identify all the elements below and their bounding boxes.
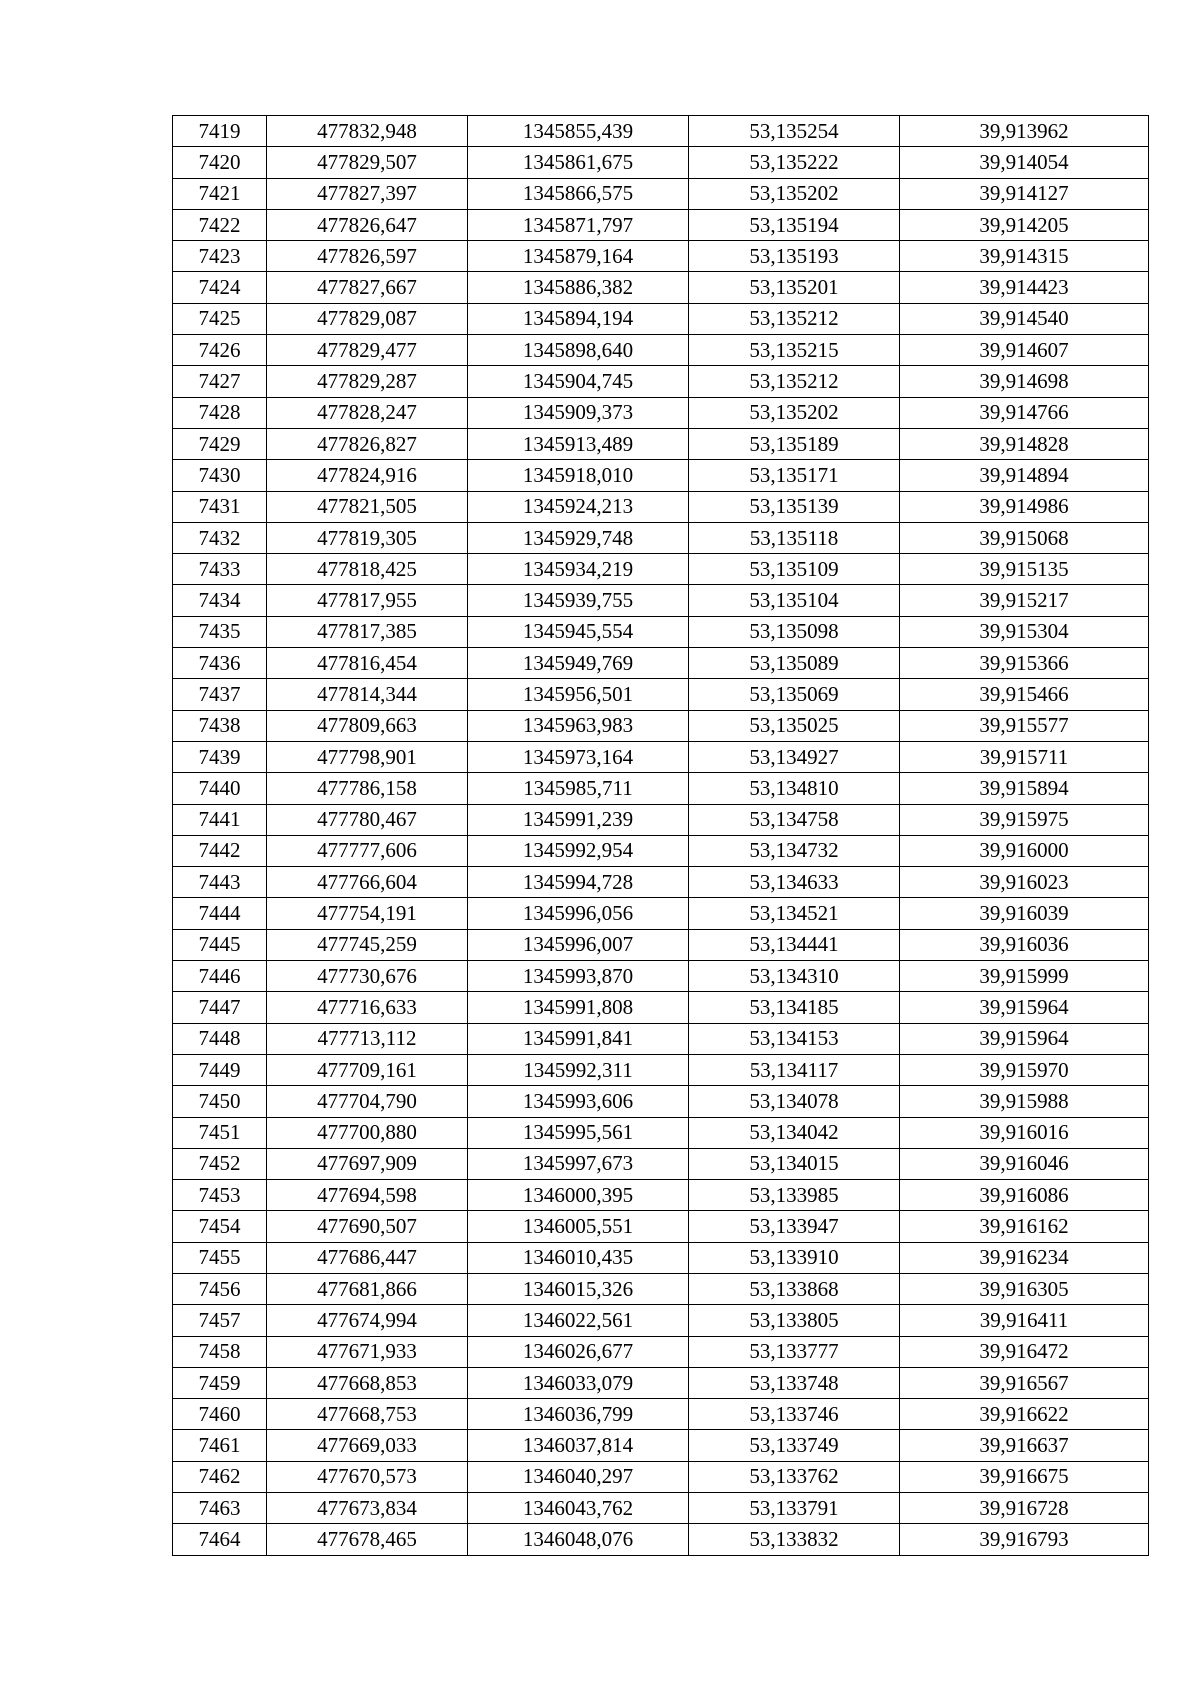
longitude-cell: 39,914540: [900, 303, 1149, 334]
y-coordinate-cell: 1346043,762: [468, 1493, 689, 1524]
x-coordinate-cell: 477766,604: [267, 867, 468, 898]
longitude-cell: 39,914828: [900, 428, 1149, 459]
longitude-cell: 39,915999: [900, 961, 1149, 992]
longitude-cell: 39,914423: [900, 272, 1149, 303]
latitude-cell: 53,135194: [689, 209, 900, 240]
table-row: [173, 460, 1149, 491]
y-coordinate-cell: 1345894,194: [468, 303, 689, 334]
x-coordinate-cell: 477817,385: [267, 616, 468, 647]
point-number-cell: 7449: [173, 1054, 267, 1085]
point-number-cell: 7459: [173, 1367, 267, 1398]
longitude-cell: 39,914607: [900, 335, 1149, 366]
longitude-cell: 39,914054: [900, 147, 1149, 178]
longitude-cell: 39,916472: [900, 1336, 1149, 1367]
x-coordinate-cell: 477745,259: [267, 929, 468, 960]
y-coordinate-cell: 1345985,711: [468, 773, 689, 804]
table-row: [173, 1336, 1149, 1367]
table-row: [173, 1461, 1149, 1492]
x-coordinate-cell: 477697,909: [267, 1148, 468, 1179]
table-row: [173, 1117, 1149, 1148]
longitude-cell: 39,915366: [900, 648, 1149, 679]
x-coordinate-cell: 477816,454: [267, 648, 468, 679]
x-coordinate-cell: 477829,477: [267, 335, 468, 366]
x-coordinate-cell: 477700,880: [267, 1117, 468, 1148]
x-coordinate-cell: 477686,447: [267, 1242, 468, 1273]
x-coordinate-cell: 477809,663: [267, 710, 468, 741]
latitude-cell: 53,135202: [689, 178, 900, 209]
latitude-cell: 53,134117: [689, 1054, 900, 1085]
x-coordinate-cell: 477730,676: [267, 961, 468, 992]
latitude-cell: 53,133746: [689, 1399, 900, 1430]
x-coordinate-cell: 477826,647: [267, 209, 468, 240]
latitude-cell: 53,133985: [689, 1180, 900, 1211]
point-number-cell: 7441: [173, 804, 267, 835]
point-number-cell: 7424: [173, 272, 267, 303]
y-coordinate-cell: 1345992,954: [468, 835, 689, 866]
y-coordinate-cell: 1345913,489: [468, 428, 689, 459]
point-number-cell: 7426: [173, 335, 267, 366]
x-coordinate-cell: 477673,834: [267, 1493, 468, 1524]
longitude-cell: 39,916728: [900, 1493, 1149, 1524]
latitude-cell: 53,134927: [689, 741, 900, 772]
x-coordinate-cell: 477780,467: [267, 804, 468, 835]
point-number-cell: 7439: [173, 741, 267, 772]
table-row: [173, 1211, 1149, 1242]
table-row: [173, 1367, 1149, 1398]
latitude-cell: 53,135109: [689, 554, 900, 585]
y-coordinate-cell: 1345996,007: [468, 929, 689, 960]
longitude-cell: 39,914766: [900, 397, 1149, 428]
table-row: [173, 773, 1149, 804]
point-number-cell: 7463: [173, 1493, 267, 1524]
table-row: [173, 1399, 1149, 1430]
table-row: [173, 209, 1149, 240]
x-coordinate-cell: 477668,753: [267, 1399, 468, 1430]
longitude-cell: 39,916411: [900, 1305, 1149, 1336]
y-coordinate-cell: 1345996,056: [468, 898, 689, 929]
point-number-cell: 7430: [173, 460, 267, 491]
longitude-cell: 39,914127: [900, 178, 1149, 209]
x-coordinate-cell: 477821,505: [267, 491, 468, 522]
latitude-cell: 53,135098: [689, 616, 900, 647]
table-row: [173, 178, 1149, 209]
point-number-cell: 7429: [173, 428, 267, 459]
latitude-cell: 53,135212: [689, 366, 900, 397]
latitude-cell: 53,134441: [689, 929, 900, 960]
latitude-cell: 53,134015: [689, 1148, 900, 1179]
x-coordinate-cell: 477814,344: [267, 679, 468, 710]
longitude-cell: 39,916793: [900, 1524, 1149, 1555]
point-number-cell: 7434: [173, 585, 267, 616]
x-coordinate-cell: 477829,287: [267, 366, 468, 397]
latitude-cell: 53,133832: [689, 1524, 900, 1555]
x-coordinate-cell: 477777,606: [267, 835, 468, 866]
point-number-cell: 7433: [173, 554, 267, 585]
table-row: [173, 898, 1149, 929]
x-coordinate-cell: 477826,827: [267, 428, 468, 459]
point-number-cell: 7437: [173, 679, 267, 710]
y-coordinate-cell: 1346037,814: [468, 1430, 689, 1461]
latitude-cell: 53,135212: [689, 303, 900, 334]
table-row: [173, 648, 1149, 679]
y-coordinate-cell: 1345991,841: [468, 1023, 689, 1054]
longitude-cell: 39,914986: [900, 491, 1149, 522]
table-row: [173, 1148, 1149, 1179]
point-number-cell: 7451: [173, 1117, 267, 1148]
y-coordinate-cell: 1345866,575: [468, 178, 689, 209]
y-coordinate-cell: 1345855,439: [468, 116, 689, 147]
point-number-cell: 7427: [173, 366, 267, 397]
latitude-cell: 53,135254: [689, 116, 900, 147]
table-row: [173, 335, 1149, 366]
longitude-cell: 39,915577: [900, 710, 1149, 741]
latitude-cell: 53,135069: [689, 679, 900, 710]
y-coordinate-cell: 1345956,501: [468, 679, 689, 710]
point-number-cell: 7440: [173, 773, 267, 804]
point-number-cell: 7435: [173, 616, 267, 647]
latitude-cell: 53,135089: [689, 648, 900, 679]
longitude-cell: 39,916039: [900, 898, 1149, 929]
y-coordinate-cell: 1345918,010: [468, 460, 689, 491]
longitude-cell: 39,915894: [900, 773, 1149, 804]
longitude-cell: 39,916162: [900, 1211, 1149, 1242]
x-coordinate-cell: 477798,901: [267, 741, 468, 772]
point-number-cell: 7454: [173, 1211, 267, 1242]
longitude-cell: 39,916234: [900, 1242, 1149, 1273]
point-number-cell: 7457: [173, 1305, 267, 1336]
longitude-cell: 39,915964: [900, 1023, 1149, 1054]
latitude-cell: 53,134758: [689, 804, 900, 835]
longitude-cell: 39,916046: [900, 1148, 1149, 1179]
table-row: [173, 679, 1149, 710]
table-row: [173, 491, 1149, 522]
y-coordinate-cell: 1346022,561: [468, 1305, 689, 1336]
y-coordinate-cell: 1345993,606: [468, 1086, 689, 1117]
point-number-cell: 7419: [173, 116, 267, 147]
table-row: [173, 147, 1149, 178]
latitude-cell: 53,134185: [689, 992, 900, 1023]
point-number-cell: 7447: [173, 992, 267, 1023]
x-coordinate-cell: 477713,112: [267, 1023, 468, 1054]
y-coordinate-cell: 1345949,769: [468, 648, 689, 679]
x-coordinate-cell: 477832,948: [267, 116, 468, 147]
y-coordinate-cell: 1345992,311: [468, 1054, 689, 1085]
latitude-cell: 53,134810: [689, 773, 900, 804]
x-coordinate-cell: 477694,598: [267, 1180, 468, 1211]
point-number-cell: 7443: [173, 867, 267, 898]
longitude-cell: 39,916637: [900, 1430, 1149, 1461]
y-coordinate-cell: 1345963,983: [468, 710, 689, 741]
point-number-cell: 7456: [173, 1273, 267, 1304]
point-number-cell: 7462: [173, 1461, 267, 1492]
x-coordinate-cell: 477671,933: [267, 1336, 468, 1367]
x-coordinate-cell: 477681,866: [267, 1273, 468, 1304]
table-row: [173, 366, 1149, 397]
y-coordinate-cell: 1345995,561: [468, 1117, 689, 1148]
table-row: [173, 1273, 1149, 1304]
x-coordinate-cell: 477827,667: [267, 272, 468, 303]
y-coordinate-cell: 1345991,239: [468, 804, 689, 835]
latitude-cell: 53,134078: [689, 1086, 900, 1117]
latitude-cell: 53,134633: [689, 867, 900, 898]
longitude-cell: 39,915466: [900, 679, 1149, 710]
latitude-cell: 53,134521: [689, 898, 900, 929]
point-number-cell: 7444: [173, 898, 267, 929]
table-row: [173, 1430, 1149, 1461]
table-row: [173, 241, 1149, 272]
table-row: [173, 804, 1149, 835]
table-row: [173, 741, 1149, 772]
point-number-cell: 7448: [173, 1023, 267, 1054]
y-coordinate-cell: 1345904,745: [468, 366, 689, 397]
point-number-cell: 7446: [173, 961, 267, 992]
latitude-cell: 53,133762: [689, 1461, 900, 1492]
y-coordinate-cell: 1346026,677: [468, 1336, 689, 1367]
latitude-cell: 53,133947: [689, 1211, 900, 1242]
table-row: [173, 961, 1149, 992]
y-coordinate-cell: 1345945,554: [468, 616, 689, 647]
table-row: [173, 397, 1149, 428]
longitude-cell: 39,915217: [900, 585, 1149, 616]
x-coordinate-cell: 477709,161: [267, 1054, 468, 1085]
latitude-cell: 53,133777: [689, 1336, 900, 1367]
longitude-cell: 39,915711: [900, 741, 1149, 772]
latitude-cell: 53,133749: [689, 1430, 900, 1461]
table-row: [173, 303, 1149, 334]
table-row: [173, 1054, 1149, 1085]
y-coordinate-cell: 1345886,382: [468, 272, 689, 303]
latitude-cell: 53,134042: [689, 1117, 900, 1148]
longitude-cell: 39,916622: [900, 1399, 1149, 1430]
x-coordinate-cell: 477678,465: [267, 1524, 468, 1555]
x-coordinate-cell: 477668,853: [267, 1367, 468, 1398]
table-row: [173, 867, 1149, 898]
longitude-cell: 39,916016: [900, 1117, 1149, 1148]
coordinates-table-body: [173, 116, 1149, 1556]
y-coordinate-cell: 1345973,164: [468, 741, 689, 772]
point-number-cell: 7461: [173, 1430, 267, 1461]
y-coordinate-cell: 1345909,373: [468, 397, 689, 428]
longitude-cell: 39,915988: [900, 1086, 1149, 1117]
x-coordinate-cell: 477674,994: [267, 1305, 468, 1336]
x-coordinate-cell: 477818,425: [267, 554, 468, 585]
y-coordinate-cell: 1345871,797: [468, 209, 689, 240]
y-coordinate-cell: 1345939,755: [468, 585, 689, 616]
x-coordinate-cell: 477826,597: [267, 241, 468, 272]
x-coordinate-cell: 477669,033: [267, 1430, 468, 1461]
x-coordinate-cell: 477827,397: [267, 178, 468, 209]
latitude-cell: 53,135189: [689, 428, 900, 459]
table-row: [173, 272, 1149, 303]
point-number-cell: 7458: [173, 1336, 267, 1367]
longitude-cell: 39,916023: [900, 867, 1149, 898]
longitude-cell: 39,915970: [900, 1054, 1149, 1085]
latitude-cell: 53,133868: [689, 1273, 900, 1304]
table-row: [173, 616, 1149, 647]
x-coordinate-cell: 477716,633: [267, 992, 468, 1023]
longitude-cell: 39,916000: [900, 835, 1149, 866]
latitude-cell: 53,133791: [689, 1493, 900, 1524]
latitude-cell: 53,135201: [689, 272, 900, 303]
longitude-cell: 39,915068: [900, 522, 1149, 553]
point-number-cell: 7421: [173, 178, 267, 209]
longitude-cell: 39,916567: [900, 1367, 1149, 1398]
latitude-cell: 53,135139: [689, 491, 900, 522]
point-number-cell: 7428: [173, 397, 267, 428]
x-coordinate-cell: 477786,158: [267, 773, 468, 804]
point-number-cell: 7452: [173, 1148, 267, 1179]
y-coordinate-cell: 1345898,640: [468, 335, 689, 366]
latitude-cell: 53,134310: [689, 961, 900, 992]
longitude-cell: 39,915975: [900, 804, 1149, 835]
latitude-cell: 53,135193: [689, 241, 900, 272]
table-row: [173, 1524, 1149, 1555]
longitude-cell: 39,913962: [900, 116, 1149, 147]
point-number-cell: 7442: [173, 835, 267, 866]
point-number-cell: 7425: [173, 303, 267, 334]
point-number-cell: 7445: [173, 929, 267, 960]
y-coordinate-cell: 1345929,748: [468, 522, 689, 553]
point-number-cell: 7464: [173, 1524, 267, 1555]
point-number-cell: 7453: [173, 1180, 267, 1211]
longitude-cell: 39,915964: [900, 992, 1149, 1023]
latitude-cell: 53,135118: [689, 522, 900, 553]
latitude-cell: 53,135025: [689, 710, 900, 741]
x-coordinate-cell: 477828,247: [267, 397, 468, 428]
x-coordinate-cell: 477704,790: [267, 1086, 468, 1117]
y-coordinate-cell: 1346048,076: [468, 1524, 689, 1555]
longitude-cell: 39,914698: [900, 366, 1149, 397]
coordinates-table: [172, 115, 1149, 1556]
point-number-cell: 7431: [173, 491, 267, 522]
table-row: [173, 929, 1149, 960]
y-coordinate-cell: 1346005,551: [468, 1211, 689, 1242]
y-coordinate-cell: 1345924,213: [468, 491, 689, 522]
latitude-cell: 53,135222: [689, 147, 900, 178]
longitude-cell: 39,915135: [900, 554, 1149, 585]
y-coordinate-cell: 1345991,808: [468, 992, 689, 1023]
table-row: [173, 116, 1149, 147]
x-coordinate-cell: 477817,955: [267, 585, 468, 616]
y-coordinate-cell: 1346033,079: [468, 1367, 689, 1398]
longitude-cell: 39,916305: [900, 1273, 1149, 1304]
point-number-cell: 7423: [173, 241, 267, 272]
point-number-cell: 7438: [173, 710, 267, 741]
x-coordinate-cell: 477690,507: [267, 1211, 468, 1242]
y-coordinate-cell: 1346015,326: [468, 1273, 689, 1304]
latitude-cell: 53,133805: [689, 1305, 900, 1336]
x-coordinate-cell: 477829,087: [267, 303, 468, 334]
x-coordinate-cell: 477824,916: [267, 460, 468, 491]
latitude-cell: 53,135104: [689, 585, 900, 616]
table-row: [173, 1242, 1149, 1273]
latitude-cell: 53,133910: [689, 1242, 900, 1273]
point-number-cell: 7455: [173, 1242, 267, 1273]
x-coordinate-cell: 477829,507: [267, 147, 468, 178]
table-row: [173, 585, 1149, 616]
y-coordinate-cell: 1345879,164: [468, 241, 689, 272]
latitude-cell: 53,134732: [689, 835, 900, 866]
y-coordinate-cell: 1345994,728: [468, 867, 689, 898]
point-number-cell: 7460: [173, 1399, 267, 1430]
table-row: [173, 1023, 1149, 1054]
y-coordinate-cell: 1345861,675: [468, 147, 689, 178]
table-row: [173, 1086, 1149, 1117]
table-row: [173, 1493, 1149, 1524]
latitude-cell: 53,134153: [689, 1023, 900, 1054]
latitude-cell: 53,133748: [689, 1367, 900, 1398]
table-row: [173, 710, 1149, 741]
x-coordinate-cell: 477754,191: [267, 898, 468, 929]
table-row: [173, 522, 1149, 553]
longitude-cell: 39,916036: [900, 929, 1149, 960]
table-row: [173, 428, 1149, 459]
point-number-cell: 7420: [173, 147, 267, 178]
table-row: [173, 554, 1149, 585]
table-row: [173, 1305, 1149, 1336]
x-coordinate-cell: 477819,305: [267, 522, 468, 553]
table-row: [173, 835, 1149, 866]
table-row: [173, 992, 1149, 1023]
longitude-cell: 39,915304: [900, 616, 1149, 647]
y-coordinate-cell: 1346000,395: [468, 1180, 689, 1211]
table-row: [173, 1180, 1149, 1211]
y-coordinate-cell: 1346040,297: [468, 1461, 689, 1492]
y-coordinate-cell: 1345934,219: [468, 554, 689, 585]
longitude-cell: 39,916675: [900, 1461, 1149, 1492]
point-number-cell: 7422: [173, 209, 267, 240]
longitude-cell: 39,914205: [900, 209, 1149, 240]
longitude-cell: 39,916086: [900, 1180, 1149, 1211]
y-coordinate-cell: 1346010,435: [468, 1242, 689, 1273]
latitude-cell: 53,135171: [689, 460, 900, 491]
longitude-cell: 39,914894: [900, 460, 1149, 491]
latitude-cell: 53,135202: [689, 397, 900, 428]
x-coordinate-cell: 477670,573: [267, 1461, 468, 1492]
point-number-cell: 7450: [173, 1086, 267, 1117]
y-coordinate-cell: 1345997,673: [468, 1148, 689, 1179]
latitude-cell: 53,135215: [689, 335, 900, 366]
longitude-cell: 39,914315: [900, 241, 1149, 272]
y-coordinate-cell: 1346036,799: [468, 1399, 689, 1430]
point-number-cell: 7436: [173, 648, 267, 679]
y-coordinate-cell: 1345993,870: [468, 961, 689, 992]
point-number-cell: 7432: [173, 522, 267, 553]
